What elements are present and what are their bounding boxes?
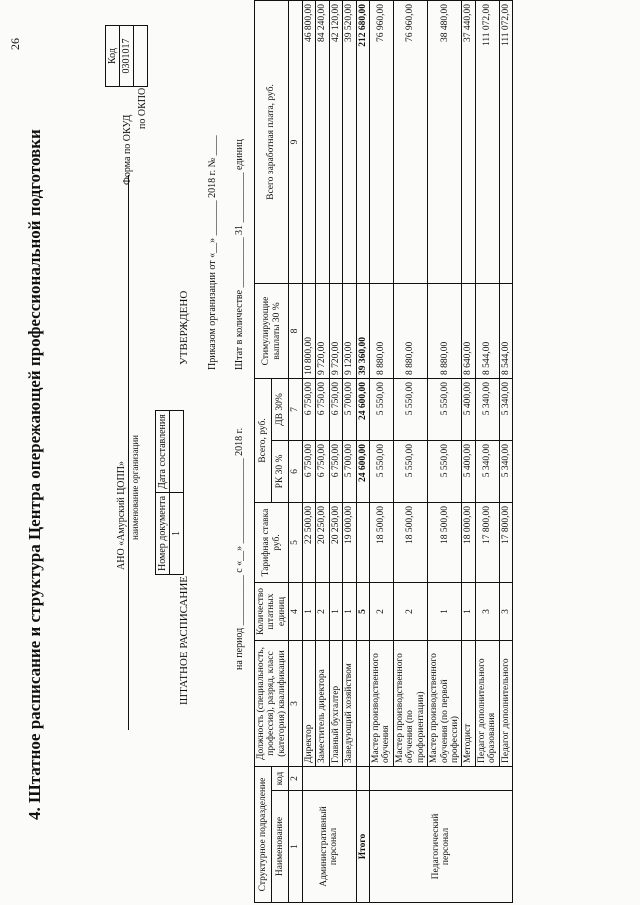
col-number: 8	[289, 283, 302, 378]
table-row	[302, 0, 315, 902]
row-dv: 5 340,00	[475, 378, 499, 440]
row-position: Мастер производственного обучения	[369, 641, 393, 767]
row-fund: 111 072,00	[499, 0, 512, 283]
row-dv: 5 550,00	[393, 378, 427, 440]
okpo-value	[134, 26, 148, 87]
row-count: 2	[369, 583, 393, 641]
row-dv: 6 750,00	[329, 378, 342, 440]
row-fund: 37 440,00	[462, 0, 475, 283]
header-rk: РК 30 %	[272, 441, 289, 503]
row-position: Педагог дополнительного образования	[475, 641, 499, 767]
row-position: Директор	[302, 641, 315, 767]
col-number: 9	[289, 0, 302, 283]
col-number: 5	[289, 503, 302, 583]
row-position: Заместитель директора	[316, 641, 329, 767]
row-rate: 17 800,00	[499, 503, 512, 583]
col-number: 1	[289, 791, 302, 903]
row-rate: 22 500,00	[302, 503, 315, 583]
row-fund: 39 520,00	[343, 0, 356, 283]
staff-table	[254, 0, 513, 903]
document-title: 4. Штатное расписание и структура Центра опережающей профессиональной подготовки	[25, 129, 44, 820]
okpo-label: по ОКПО	[137, 87, 148, 129]
row-dv: 6 750,00	[316, 378, 329, 440]
header-stim: Стимулирующие выплаты 30 %	[255, 283, 289, 378]
subtotal-fund: 212 680,00	[356, 0, 369, 283]
header-unit: Структурное подразделение	[255, 767, 272, 903]
organization-caption: наименование организации	[130, 435, 140, 540]
okud-value: 0301017	[120, 26, 134, 87]
subtotal-count: 5	[356, 583, 369, 641]
subtotal-code	[356, 767, 369, 791]
row-count: 3	[499, 583, 512, 641]
row-rate: 18 000,00	[462, 503, 475, 583]
doc-number-header: Номер документа	[156, 492, 170, 574]
row-rate: 19 000,00	[343, 503, 356, 583]
col-number: 7	[289, 378, 302, 440]
staff-count-line: Штат в количестве __________ 31 __________ единиц	[234, 139, 245, 370]
col-number: 6	[289, 441, 302, 503]
row-dv: 5 400,00	[462, 378, 475, 440]
row-count: 2	[316, 583, 329, 641]
row-rate: 18 500,00	[428, 503, 462, 583]
header-fund: Всего заработная плата, руб.	[255, 0, 289, 283]
header-dv: ДВ 30%	[272, 378, 289, 440]
row-rk: 6 750,00	[329, 441, 342, 503]
row-rk: 5 400,00	[462, 441, 475, 503]
column-number-row	[289, 0, 302, 902]
order-line: Приказом организации от «__» _______ 2018 г. № ____	[207, 135, 218, 370]
form-title: ШТАТНОЕ РАСПИСАНИЕ	[178, 576, 190, 705]
subtotal-rate	[356, 503, 369, 583]
doc-date-header: Дата составления	[156, 411, 170, 493]
row-rk: 5 550,00	[393, 441, 427, 503]
row-stim: 9 720,00	[329, 283, 342, 378]
row-position: Мастер производственного обучения (по профориентации)	[393, 641, 427, 767]
row-fund: 46 800,00	[302, 0, 315, 283]
col-number: 4	[289, 583, 302, 641]
row-count: 1	[343, 583, 356, 641]
subtotal-row	[356, 0, 369, 902]
organization-name: АНО «Амурский ЦОПП»	[116, 461, 127, 570]
document-number-box	[155, 410, 184, 575]
row-rk: 5 700,00	[343, 441, 356, 503]
organization-underline	[128, 175, 129, 730]
col-number: 2	[289, 767, 302, 791]
row-fund: 76 960,00	[393, 0, 427, 283]
subtotal-dv: 24 600,00	[356, 378, 369, 440]
codes-header: Код	[106, 26, 120, 87]
okud-label: Форма по ОКУД	[122, 114, 133, 185]
row-position: Мастер производственного обучения (по первой профессии)	[428, 641, 462, 767]
row-fund: 38 480,00	[428, 0, 462, 283]
col-number: 3	[289, 641, 302, 767]
group-code	[302, 767, 356, 791]
row-dv: 5 550,00	[428, 378, 462, 440]
row-stim: 8 640,00	[462, 283, 475, 378]
subtotal-rk: 24 600,00	[356, 441, 369, 503]
row-count: 1	[302, 583, 315, 641]
row-rk: 5 340,00	[475, 441, 499, 503]
row-stim: 8 880,00	[393, 283, 427, 378]
row-stim: 8 880,00	[369, 283, 393, 378]
row-count: 1	[462, 583, 475, 641]
row-count: 3	[475, 583, 499, 641]
codes-box	[105, 25, 148, 87]
row-count: 1	[329, 583, 342, 641]
row-rate: 20 250,00	[316, 503, 329, 583]
period-line: на период __________ с «__» _________________ 2018 г.	[234, 427, 245, 670]
row-rate: 20 250,00	[329, 503, 342, 583]
subtotal-label: Итого	[356, 791, 369, 903]
header-total: Всего, руб.	[255, 378, 272, 502]
row-dv: 6 750,00	[302, 378, 315, 440]
row-count: 1	[428, 583, 462, 641]
row-dv: 5 700,00	[343, 378, 356, 440]
row-stim: 9 120,00	[343, 283, 356, 378]
row-position: Главный бухгалтер	[329, 641, 342, 767]
row-rate: 18 500,00	[369, 503, 393, 583]
doc-date-value	[170, 411, 184, 493]
row-fund: 42 120,00	[329, 0, 342, 283]
row-rk: 5 550,00	[428, 441, 462, 503]
row-count: 2	[393, 583, 427, 641]
row-dv: 5 340,00	[499, 378, 512, 440]
header-unit-code: код	[272, 767, 289, 791]
group-name: Педагогический персонал	[369, 791, 512, 903]
table-row	[369, 0, 393, 902]
row-position: Педагог дополнительного	[499, 641, 512, 767]
row-stim: 9 720,00	[316, 283, 329, 378]
group-name: Административный персонал	[302, 791, 356, 903]
row-rate: 18 500,00	[393, 503, 427, 583]
row-position: Заведующий хозяйством	[343, 641, 356, 767]
row-fund: 76 960,00	[369, 0, 393, 283]
row-dv: 5 550,00	[369, 378, 393, 440]
row-position: Методист	[462, 641, 475, 767]
row-fund: 111 072,00	[475, 0, 499, 283]
subtotal-position	[356, 641, 369, 767]
subtotal-stim: 39 360,00	[356, 283, 369, 378]
row-stim: 8 544,00	[499, 283, 512, 378]
approved-label: УТВЕРЖДЕНО	[178, 290, 190, 365]
row-rk: 5 340,00	[499, 441, 512, 503]
table-header-row	[255, 0, 272, 902]
row-rk: 6 750,00	[316, 441, 329, 503]
header-position: Должность (специальность, профессия), разряд, класс (категория) квалификации	[255, 641, 289, 767]
page-number: 26	[8, 38, 22, 50]
row-stim: 8 544,00	[475, 283, 499, 378]
doc-number-value: 1	[170, 492, 184, 574]
row-rate: 17 800,00	[475, 503, 499, 583]
row-stim: 8 880,00	[428, 283, 462, 378]
header-rate: Тарифная ставка руб.	[255, 503, 289, 583]
group-code	[369, 767, 512, 791]
row-stim: 10 800,00	[302, 283, 315, 378]
header-count: Количество штатных единиц	[255, 583, 289, 641]
row-rk: 5 550,00	[369, 441, 393, 503]
row-rk: 6 750,00	[302, 441, 315, 503]
header-unit-name: Наименование	[272, 791, 289, 903]
row-fund: 84 240,00	[316, 0, 329, 283]
